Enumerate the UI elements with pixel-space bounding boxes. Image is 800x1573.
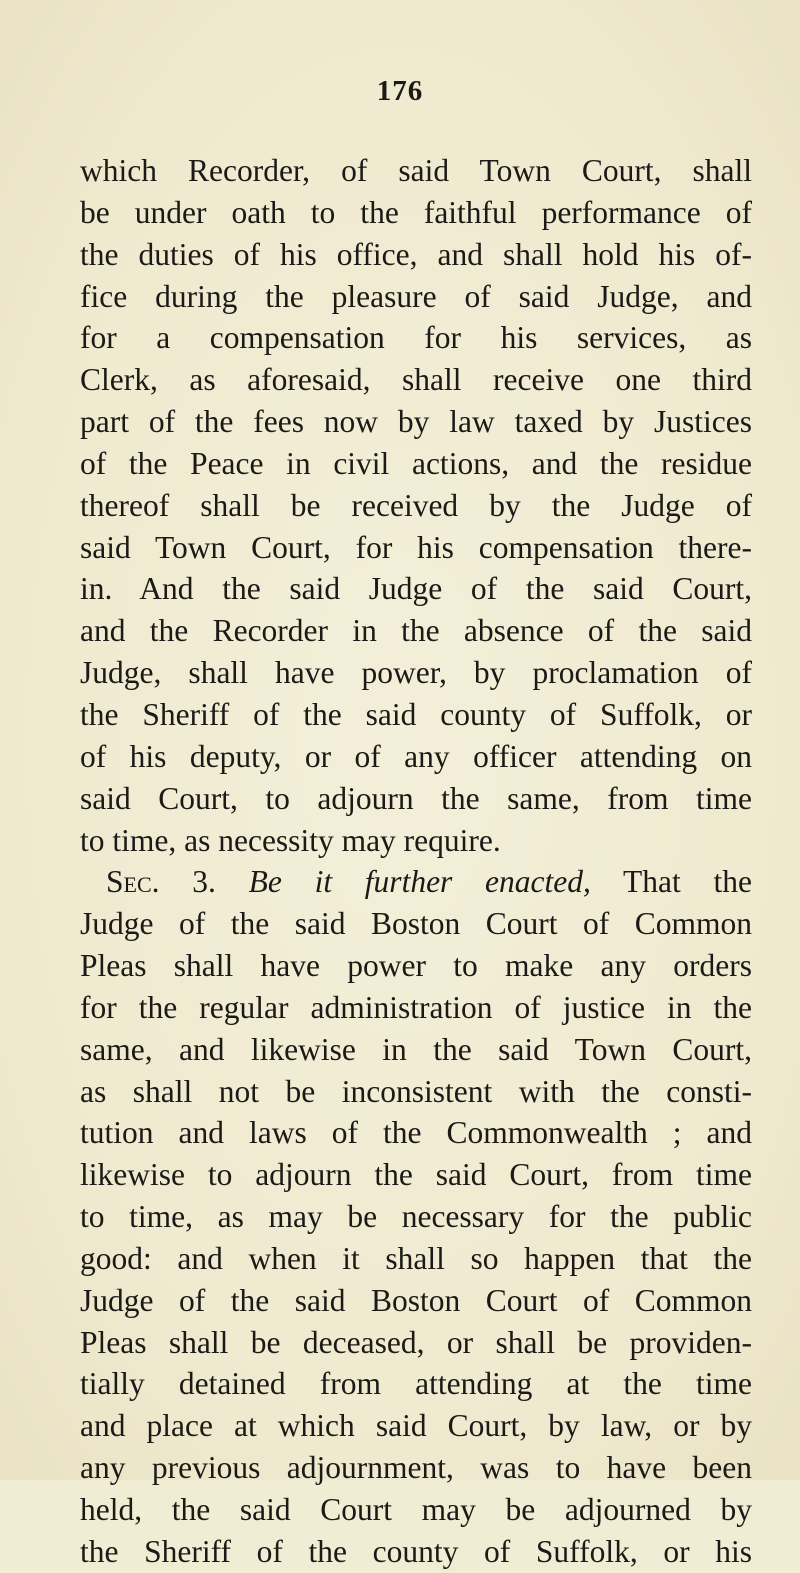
- text-line: to time, as necessity may require.: [80, 822, 501, 858]
- text-line: thereof shall be received by the Judge of: [80, 487, 752, 523]
- text-line: tially detained from attending at the time: [80, 1366, 752, 1402]
- text-line: to time, as may be necessary for the public: [80, 1199, 752, 1235]
- body-text: [80, 150, 752, 1573]
- text-line: Judge, shall have power, by proclamation of: [80, 655, 752, 691]
- text-line: part of the fees now by law taxed by Justices: [80, 404, 752, 440]
- text-line: fice during the pleasure of said Judge, and: [80, 278, 752, 314]
- text-line: and place at which said Court, by law, or by: [80, 1408, 752, 1444]
- section-heading-line: [80, 861, 752, 903]
- text-line: as shall not be inconsistent with the consti-: [80, 1073, 752, 1109]
- text-line: the Sheriff of the said county of Suffolk, or: [80, 696, 752, 732]
- section-label: Sec. 3.: [106, 864, 216, 900]
- text-line: likewise to adjourn the said Court, from time: [80, 1157, 752, 1193]
- text-line: said Court, to adjourn the same, from time: [80, 780, 752, 816]
- text-line: of the Peace in civil actions, and the residue: [80, 445, 752, 481]
- text-line: which Recorder, of said Town Court, shall: [80, 153, 752, 188]
- text-line: the Sheriff of the county of Suffolk, or his: [80, 1533, 752, 1569]
- text-line: held, the said Court may be adjourned by: [80, 1492, 752, 1527]
- text-line: said Town Court, for his compensation there-: [80, 529, 752, 565]
- text-line: the duties of his office, and shall hold his of-: [80, 236, 752, 272]
- text-line: Judge of the said Boston Court of Common: [80, 906, 752, 942]
- text-line: of his deputy, or of any officer attending on: [80, 738, 752, 774]
- text-line: and the Recorder in the absence of the said: [80, 613, 752, 649]
- text-line: Pleas shall have power to make any orders: [80, 948, 752, 984]
- text-line: tution and laws of the Commonwealth ; and: [80, 1115, 752, 1151]
- text-line: in. And the said Judge of the said Court,: [80, 571, 752, 607]
- text-line: Pleas shall be deceased, or shall be providen-: [80, 1324, 752, 1360]
- text-line: Clerk, as aforesaid, shall receive one third: [80, 362, 752, 398]
- page-number: 176: [376, 75, 424, 107]
- text-line: same, and likewise in the said Town Court,: [80, 1031, 752, 1067]
- text-line: Judge of the said Boston Court of Common: [80, 1282, 752, 1318]
- text-line: be under oath to the faithful performance of: [80, 194, 752, 230]
- text-line: for the regular administration of justice in the: [80, 989, 752, 1025]
- text-line: good: and when it shall so happen that the: [80, 1240, 752, 1276]
- text-line: for a compensation for his services, as: [80, 320, 752, 356]
- section-first-line-rest: That the: [623, 864, 752, 900]
- text-line: any previous adjournment, was to have been: [80, 1450, 752, 1486]
- enacting-clause: Be it further enacted,: [248, 864, 591, 900]
